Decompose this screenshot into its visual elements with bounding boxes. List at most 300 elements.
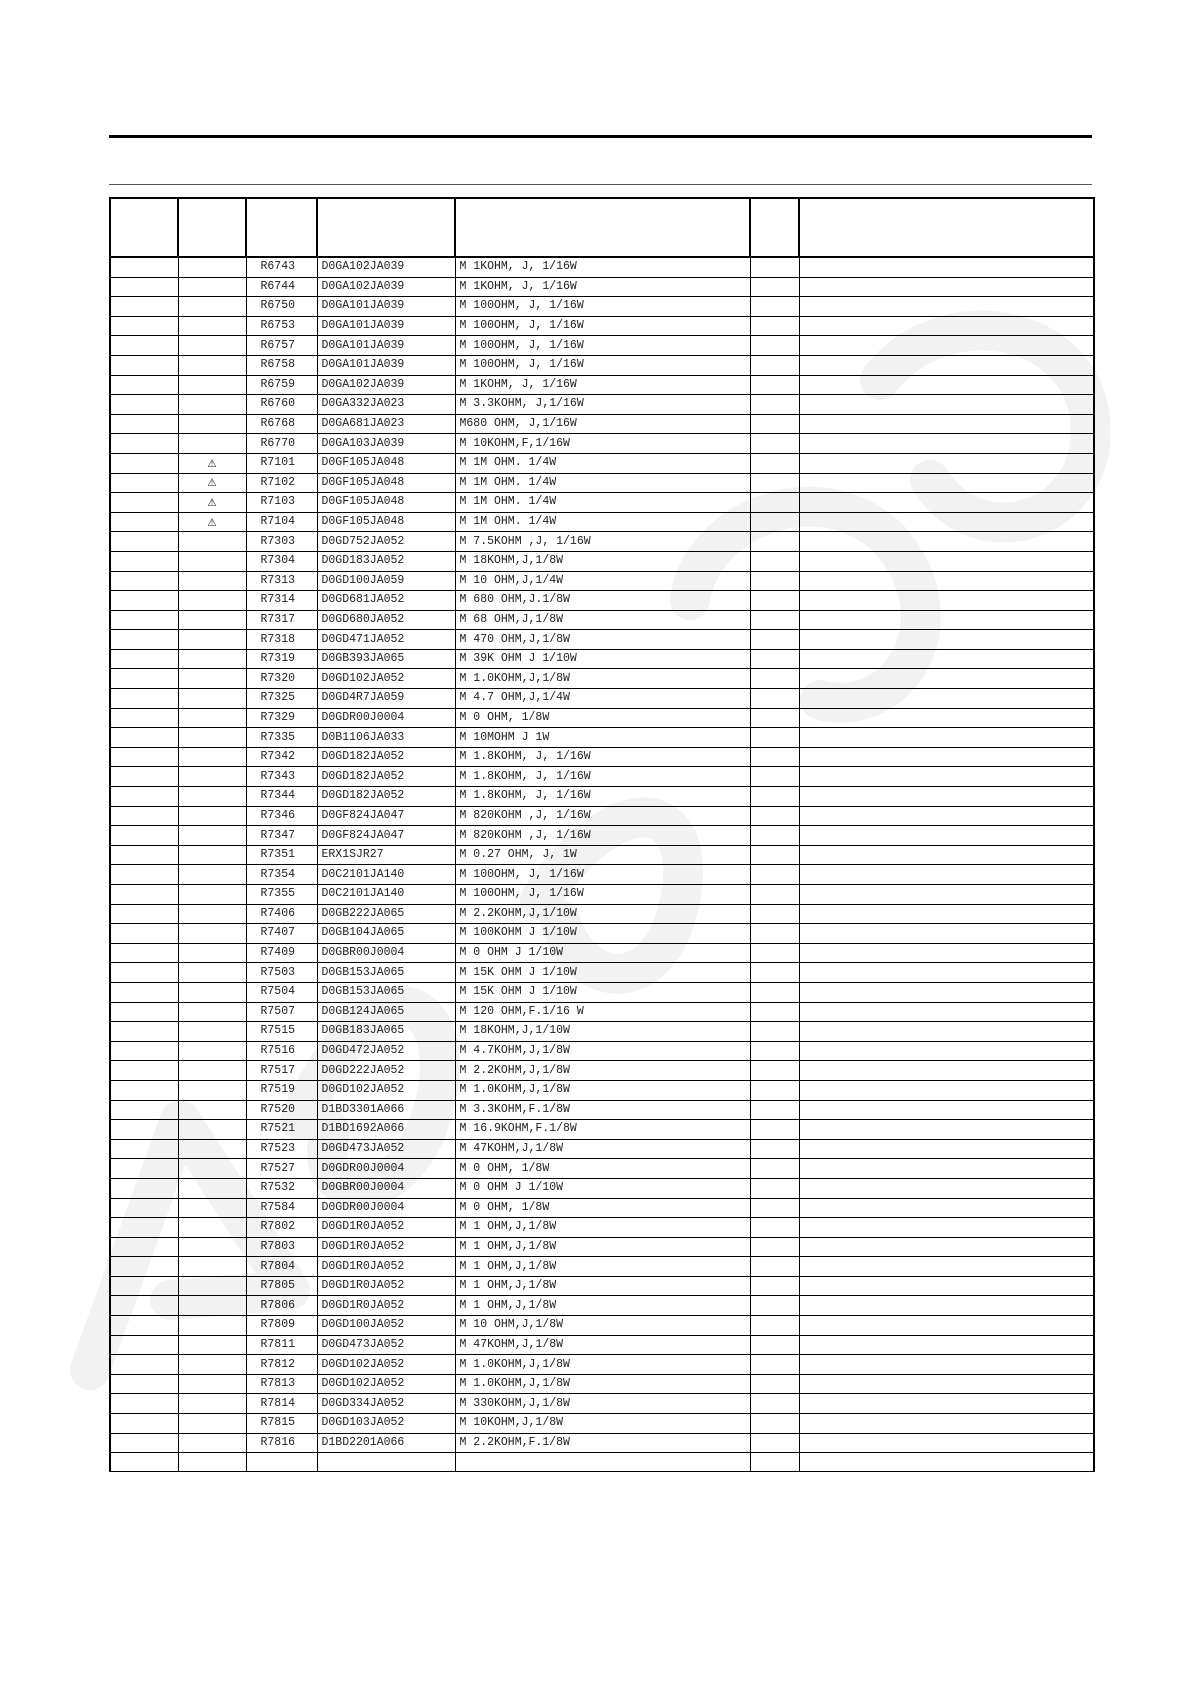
cell-blank: [178, 982, 246, 1002]
cell-part-no: D0C2101JA140: [317, 885, 455, 905]
cell-description: M 10MOHM J 1W: [455, 728, 750, 748]
cell-blank: [799, 924, 1094, 944]
cell-blank: [799, 297, 1094, 317]
cell-blank: [750, 297, 799, 317]
cell-part-no: D0GB124JA065: [317, 1002, 455, 1022]
cell-part-no: D0GA332JA023: [317, 395, 455, 415]
cell-ref: R7304: [246, 551, 317, 571]
cell-part-no: D0GB222JA065: [317, 904, 455, 924]
cell-blank: [799, 1276, 1094, 1296]
cell-blank: [750, 963, 799, 983]
cell-description: M 1 OHM,J,1/8W: [455, 1237, 750, 1257]
cell-blank: [750, 1237, 799, 1257]
cell-blank: [110, 551, 178, 571]
table-row: [110, 943, 1094, 963]
cell-blank: [750, 924, 799, 944]
cell-blank: [799, 865, 1094, 885]
cell-description: M 1.8KOHM, J, 1/16W: [455, 787, 750, 807]
cell-part-no: D0GD473JA052: [317, 1139, 455, 1159]
cell-description: M 330KOHM,J,1/8W: [455, 1394, 750, 1414]
cell-part-no: D0GF105JA048: [317, 473, 455, 493]
cell-blank: [317, 1453, 455, 1472]
cell-blank: [178, 297, 246, 317]
cell-blank: [178, 1100, 246, 1120]
cell-ref: R7811: [246, 1335, 317, 1355]
cell-blank: [799, 1433, 1094, 1453]
cell-ref: R7519: [246, 1080, 317, 1100]
cell-blank: [178, 806, 246, 826]
table-row: [110, 297, 1094, 317]
cell-blank: [750, 845, 799, 865]
cell-blank: [178, 551, 246, 571]
safety-warning-icon: ⚠: [178, 473, 246, 493]
cell-blank: [110, 669, 178, 689]
cell-description: M 1 OHM,J,1/8W: [455, 1257, 750, 1277]
cell-blank: [799, 728, 1094, 748]
cell-blank: [799, 982, 1094, 1002]
cell-blank: [750, 1022, 799, 1042]
cell-blank: [178, 1218, 246, 1238]
cell-part-no: D0B1106JA033: [317, 728, 455, 748]
cell-description: M 1 OHM,J,1/8W: [455, 1276, 750, 1296]
cell-blank: [799, 551, 1094, 571]
cell-blank: [178, 1394, 246, 1414]
cell-part-no: D0GD4R7JA059: [317, 689, 455, 709]
cell-description: M 0 OHM J 1/10W: [455, 943, 750, 963]
cell-part-no: D0GB104JA065: [317, 924, 455, 944]
table-row: [110, 1041, 1094, 1061]
table-row: [110, 806, 1094, 826]
cell-ref: R7802: [246, 1218, 317, 1238]
cell-blank: [110, 1276, 178, 1296]
cell-blank: [178, 1257, 246, 1277]
cell-part-no: D0GD182JA052: [317, 747, 455, 767]
cell-blank: [110, 493, 178, 513]
cell-blank: [799, 1237, 1094, 1257]
cell-description: M 0 OHM, 1/8W: [455, 1159, 750, 1179]
table-row: [110, 1296, 1094, 1316]
cell-blank: [750, 885, 799, 905]
cell-part-no: D0GD102JA052: [317, 1355, 455, 1375]
cell-ref: R7343: [246, 767, 317, 787]
cell-blank: [178, 1022, 246, 1042]
cell-description: M 2.2KOHM,J,1/10W: [455, 904, 750, 924]
cell-blank: [178, 434, 246, 454]
cell-blank: [799, 355, 1094, 375]
cell-blank: [750, 1355, 799, 1375]
cell-ref: R7503: [246, 963, 317, 983]
cell-blank: [750, 532, 799, 552]
cell-description: M 3.3KOHM, J,1/16W: [455, 395, 750, 415]
cell-part-no: D0GA102JA039: [317, 277, 455, 297]
header-cell: [246, 198, 317, 257]
cell-blank: [799, 904, 1094, 924]
table-row: [110, 924, 1094, 944]
cell-blank: [799, 649, 1094, 669]
cell-blank: [799, 630, 1094, 650]
cell-blank: [750, 591, 799, 611]
cell-blank: [110, 1453, 178, 1472]
cell-description: M 680 OHM,J.1/8W: [455, 591, 750, 611]
cell-blank: [799, 708, 1094, 728]
cell-blank: [178, 277, 246, 297]
table-row: [110, 708, 1094, 728]
table-row: [110, 610, 1094, 630]
cell-blank: [178, 885, 246, 905]
cell-blank: [110, 1022, 178, 1042]
cell-part-no: D0GD182JA052: [317, 767, 455, 787]
cell-blank: [799, 669, 1094, 689]
cell-blank: [110, 297, 178, 317]
cell-blank: [178, 649, 246, 669]
table-row: [110, 571, 1094, 591]
cell-blank: [178, 865, 246, 885]
cell-blank: [799, 963, 1094, 983]
cell-blank: [799, 1394, 1094, 1414]
cell-blank: [110, 1394, 178, 1414]
cell-part-no: D0GA101JA039: [317, 316, 455, 336]
cell-part-no: D0GB393JA065: [317, 649, 455, 669]
cell-blank: [750, 904, 799, 924]
cell-ref: R7521: [246, 1120, 317, 1140]
cell-blank: [750, 277, 799, 297]
cell-blank: [110, 473, 178, 493]
cell-part-no: ERX1SJR27: [317, 845, 455, 865]
cell-blank: [750, 787, 799, 807]
cell-blank: [110, 591, 178, 611]
table-row: [110, 355, 1094, 375]
cell-blank: [178, 1296, 246, 1316]
cell-blank: [110, 924, 178, 944]
cell-blank: [178, 708, 246, 728]
cell-blank: [750, 1257, 799, 1277]
cell-blank: [799, 414, 1094, 434]
table-row: [110, 375, 1094, 395]
cell-blank: [750, 1178, 799, 1198]
cell-description: M 1M OHM. 1/4W: [455, 493, 750, 513]
cell-blank: [110, 708, 178, 728]
cell-blank: [799, 1198, 1094, 1218]
safety-warning-icon: ⚠: [178, 453, 246, 473]
cell-blank: [110, 610, 178, 630]
cell-description: M 100OHM, J, 1/16W: [455, 885, 750, 905]
cell-blank: [750, 630, 799, 650]
table-row: [110, 316, 1094, 336]
cell-description: M 1M OHM. 1/4W: [455, 512, 750, 532]
cell-ref: R7314: [246, 591, 317, 611]
cell-blank: [178, 747, 246, 767]
cell-blank: [750, 1296, 799, 1316]
table-row: [110, 1335, 1094, 1355]
table-row: [110, 845, 1094, 865]
cell-description: M 100OHM, J, 1/16W: [455, 297, 750, 317]
cell-blank: [750, 1218, 799, 1238]
cell-part-no: D1BD1692A066: [317, 1120, 455, 1140]
table-row: [110, 904, 1094, 924]
cell-blank: [750, 336, 799, 356]
cell-blank: [750, 434, 799, 454]
cell-part-no: D0GA101JA039: [317, 297, 455, 317]
cell-blank: [750, 414, 799, 434]
cell-part-no: D1BD2201A066: [317, 1433, 455, 1453]
cell-blank: [750, 1414, 799, 1434]
cell-description: M 47KOHM,J,1/8W: [455, 1139, 750, 1159]
cell-description: M 39K OHM J 1/10W: [455, 649, 750, 669]
cell-part-no: D1BD3301A066: [317, 1100, 455, 1120]
cell-blank: [110, 1139, 178, 1159]
cell-ref: R7325: [246, 689, 317, 709]
table-row: [110, 1120, 1094, 1140]
cell-ref: R6750: [246, 297, 317, 317]
cell-description: M 1KOHM, J, 1/16W: [455, 277, 750, 297]
cell-blank: [178, 610, 246, 630]
table-row: [110, 649, 1094, 669]
cell-blank: [110, 1237, 178, 1257]
table-row: [110, 689, 1094, 709]
cell-blank: [178, 845, 246, 865]
table-row: [110, 1257, 1094, 1277]
cell-description: M 3.3KOHM,F.1/8W: [455, 1100, 750, 1120]
cell-ref: R6753: [246, 316, 317, 336]
cell-ref: R7407: [246, 924, 317, 944]
cell-part-no: D0GD103JA052: [317, 1414, 455, 1434]
cell-blank: [750, 1316, 799, 1336]
cell-blank: [750, 1041, 799, 1061]
cell-blank: [750, 1139, 799, 1159]
cell-blank: [799, 434, 1094, 454]
cell-part-no: D0GD102JA052: [317, 1080, 455, 1100]
table-row: [110, 336, 1094, 356]
cell-blank: [750, 1433, 799, 1453]
cell-blank: [750, 473, 799, 493]
cell-blank: [110, 649, 178, 669]
cell-description: M 7.5KOHM ,J, 1/16W: [455, 532, 750, 552]
cell-blank: [750, 1120, 799, 1140]
cell-part-no: D0GD473JA052: [317, 1335, 455, 1355]
table-row: [110, 1237, 1094, 1257]
cell-blank: [750, 747, 799, 767]
cell-blank: [750, 1453, 799, 1472]
cell-ref: R6744: [246, 277, 317, 297]
cell-part-no: D0GD1R0JA052: [317, 1296, 455, 1316]
cell-part-no: D0GD100JA059: [317, 571, 455, 591]
cell-blank: [750, 982, 799, 1002]
cell-description: M 4.7 OHM,J,1/4W: [455, 689, 750, 709]
table-row: [110, 395, 1094, 415]
cell-blank: [110, 1120, 178, 1140]
table-row: [110, 963, 1094, 983]
cell-description: M 2.2KOHM,F.1/8W: [455, 1433, 750, 1453]
cell-ref: R7320: [246, 669, 317, 689]
cell-blank: [799, 277, 1094, 297]
cell-description: M 18KOHM,J,1/8W: [455, 551, 750, 571]
header-cell: [750, 198, 799, 257]
cell-blank: [799, 1061, 1094, 1081]
cell-blank: [178, 1061, 246, 1081]
cell-blank: [110, 1316, 178, 1336]
cell-blank: [178, 1139, 246, 1159]
cell-description: M 0.27 OHM, J, 1W: [455, 845, 750, 865]
cell-blank: [178, 1374, 246, 1394]
cell-blank: [799, 375, 1094, 395]
cell-description: M 1 OHM,J,1/8W: [455, 1296, 750, 1316]
cell-blank: [750, 728, 799, 748]
cell-blank: [750, 767, 799, 787]
cell-part-no: D0GD681JA052: [317, 591, 455, 611]
cell-part-no: D0GD222JA052: [317, 1061, 455, 1081]
cell-blank: [178, 1355, 246, 1375]
cell-part-no: D0GF105JA048: [317, 453, 455, 473]
cell-description: M 47KOHM,J,1/8W: [455, 1335, 750, 1355]
cell-blank: [750, 806, 799, 826]
header-cell: [799, 198, 1094, 257]
cell-part-no: D0GD1R0JA052: [317, 1276, 455, 1296]
cell-blank: [110, 767, 178, 787]
cell-blank: [750, 1159, 799, 1179]
cell-blank: [799, 1022, 1094, 1042]
cell-part-no: D0GA101JA039: [317, 336, 455, 356]
table-row: [110, 1198, 1094, 1218]
safety-warning-icon: ⚠: [178, 493, 246, 513]
table-row: [110, 591, 1094, 611]
cell-ref: R7517: [246, 1061, 317, 1081]
cell-blank: [750, 1080, 799, 1100]
cell-blank: [799, 689, 1094, 709]
cell-description: M 1 OHM,J,1/8W: [455, 1218, 750, 1238]
cell-part-no: D0GF824JA047: [317, 826, 455, 846]
cell-part-no: D0C2101JA140: [317, 865, 455, 885]
table-row: [110, 434, 1094, 454]
cell-blank: [110, 434, 178, 454]
cell-part-no: D0GBR00J0004: [317, 943, 455, 963]
cell-blank: [750, 1394, 799, 1414]
cell-blank: [110, 1433, 178, 1453]
cell-blank: [799, 1041, 1094, 1061]
cell-blank: [799, 1355, 1094, 1375]
cell-ref: R7516: [246, 1041, 317, 1061]
cell-blank: [178, 1433, 246, 1453]
cell-description: M 16.9KOHM,F.1/8W: [455, 1120, 750, 1140]
cell-blank: [110, 826, 178, 846]
table-row: [110, 1316, 1094, 1336]
cell-ref: R7303: [246, 532, 317, 552]
cell-blank: [750, 1100, 799, 1120]
cell-ref: R7809: [246, 1316, 317, 1336]
cell-blank: [750, 610, 799, 630]
cell-blank: [799, 747, 1094, 767]
cell-description: M 18KOHM,J,1/10W: [455, 1022, 750, 1042]
table-row: [110, 1159, 1094, 1179]
table-header-row: [110, 198, 1094, 257]
table-row: [110, 1433, 1094, 1453]
cell-blank: [750, 943, 799, 963]
cell-blank: [110, 336, 178, 356]
cell-ref: R7504: [246, 982, 317, 1002]
cell-blank: [799, 1316, 1094, 1336]
cell-ref: R6760: [246, 395, 317, 415]
cell-blank: [799, 845, 1094, 865]
table-row: [110, 1355, 1094, 1375]
cell-blank: [799, 1453, 1094, 1472]
cell-blank: [178, 414, 246, 434]
cell-ref: R7815: [246, 1414, 317, 1434]
cell-blank: [799, 1178, 1094, 1198]
cell-blank: [110, 1198, 178, 1218]
table-row: [110, 473, 1094, 493]
cell-description: M 1.8KOHM, J, 1/16W: [455, 747, 750, 767]
table-row: [110, 1414, 1094, 1434]
cell-blank: [178, 571, 246, 591]
cell-blank: [178, 787, 246, 807]
cell-blank: [110, 355, 178, 375]
cell-blank: [110, 865, 178, 885]
cell-ref: R7532: [246, 1178, 317, 1198]
cell-ref: R7329: [246, 708, 317, 728]
cell-ref: R7344: [246, 787, 317, 807]
cell-blank: [750, 571, 799, 591]
cell-blank: [110, 885, 178, 905]
cell-description: M 0 OHM J 1/10W: [455, 1178, 750, 1198]
cell-ref: R7584: [246, 1198, 317, 1218]
cell-blank: [178, 1041, 246, 1061]
cell-ref: R7803: [246, 1237, 317, 1257]
table-row: [110, 1178, 1094, 1198]
table-row: [110, 1080, 1094, 1100]
cell-ref: R7103: [246, 493, 317, 513]
cell-part-no: D0GA102JA039: [317, 257, 455, 277]
cell-blank: [799, 1257, 1094, 1277]
cell-blank: [178, 1080, 246, 1100]
cell-blank: [110, 982, 178, 1002]
cell-blank: [178, 767, 246, 787]
cell-blank: [178, 1276, 246, 1296]
parts-list-table: [109, 197, 1095, 1472]
table-row: [110, 1218, 1094, 1238]
cell-blank: [799, 787, 1094, 807]
cell-blank: [799, 1296, 1094, 1316]
cell-blank: [178, 1002, 246, 1022]
table-row: [110, 728, 1094, 748]
cell-part-no: D0GD183JA052: [317, 551, 455, 571]
cell-part-no: D0GD182JA052: [317, 787, 455, 807]
cell-blank: [178, 943, 246, 963]
cell-part-no: D0GDR00J0004: [317, 1198, 455, 1218]
cell-part-no: D0GB153JA065: [317, 982, 455, 1002]
cell-description: M 1.0KOHM,J,1/8W: [455, 1374, 750, 1394]
cell-part-no: D0GD100JA052: [317, 1316, 455, 1336]
cell-blank: [110, 375, 178, 395]
cell-description: M 4.7KOHM,J,1/8W: [455, 1041, 750, 1061]
cell-blank: [799, 1159, 1094, 1179]
cell-blank: [799, 316, 1094, 336]
cell-blank: [799, 1218, 1094, 1238]
cell-blank: [750, 395, 799, 415]
cell-description: M 120 OHM,F.1/16 W: [455, 1002, 750, 1022]
cell-ref: R7313: [246, 571, 317, 591]
cell-description: M 68 OHM,J,1/8W: [455, 610, 750, 630]
cell-blank: [110, 1257, 178, 1277]
table-row: [110, 1061, 1094, 1081]
cell-ref: R6757: [246, 336, 317, 356]
cell-blank: [750, 453, 799, 473]
cell-ref: R7346: [246, 806, 317, 826]
cell-description: M 100KOHM J 1/10W: [455, 924, 750, 944]
cell-blank: [750, 1002, 799, 1022]
cell-blank: [750, 826, 799, 846]
cell-description: M 1KOHM, J, 1/16W: [455, 375, 750, 395]
cell-blank: [799, 1139, 1094, 1159]
cell-blank: [799, 885, 1094, 905]
